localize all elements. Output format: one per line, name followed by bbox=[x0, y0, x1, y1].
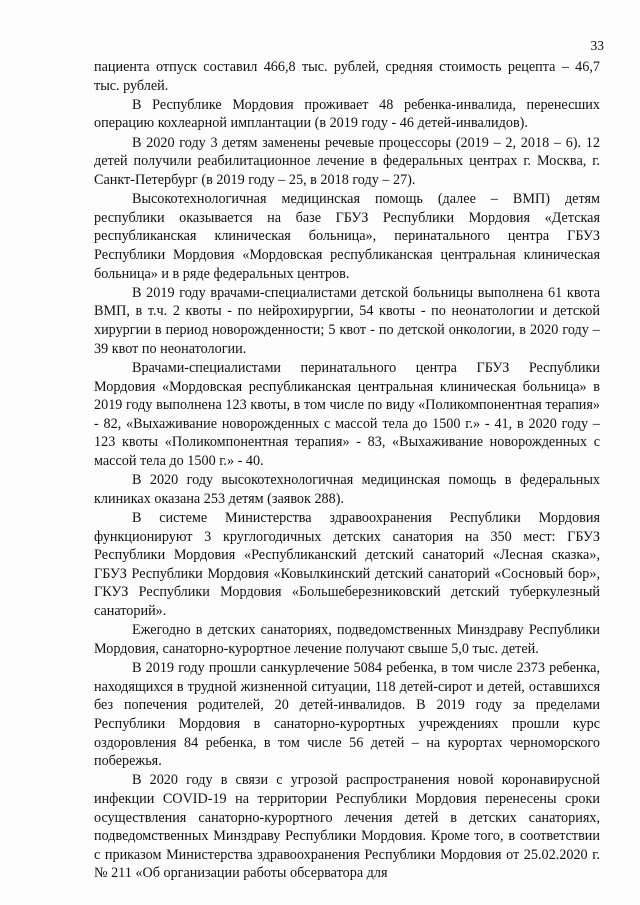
paragraph: В 2020 году 3 детям заменены речевые процессоры (2019 – 2, 2018 – 6). 12 детей получили реабилитационное лечение в федеральных центрах г. Москва, г. Санкт-Петербург (в 2019 году – 25, в 2018 году – 27). bbox=[94, 134, 600, 188]
paragraph: Врачами-специалистами перинатального центра ГБУЗ Республики Мордовия «Мордовская республиканская центральная клиническая больница» в 2019 году выполнена 123 квоты, в том числе по виду «Поликомпонентная терапия» - 82, «Выхаживание новорожденных с массой тела до 1500 г.» - 41, в 2020 году – 123 квоты «Поликомпонентная терапия» - 83, «Выхаживание новорожденных с массой тела до 1500 г.» - 40. bbox=[94, 359, 600, 469]
page-number: 33 bbox=[590, 38, 604, 53]
paragraph: В Республике Мордовия проживает 48 ребенка-инвалида, перенесших операцию кохлеарной имплантации (в 2019 году - 46 детей-инвалидов). bbox=[94, 96, 600, 132]
paragraph: В 2020 году высокотехнологичная медицинская помощь в федеральных клиниках оказана 253 детям (заявок 288). bbox=[94, 472, 600, 507]
paragraph-continuation: пациента отпуск составил 466,8 тыс. рублей, средняя стоимость рецепта – 46,7 тыс. рублей. bbox=[94, 59, 600, 94]
paragraph: В 2020 году в связи с угрозой распространения новой коронавирусной инфекции COVID-19 на территории Республики Мордовия перенесены сроки осуществления санаторно-курортного лечения детей в детских санаториях, подведомственных Минздраву Республики Мордовия. Кроме того, в соответствии с приказом Министерства здравоохранения Республики Мордовия от 25.02.2020 г. № 211 «Об организации работы обсерватора для bbox=[94, 772, 600, 882]
paragraph: Ежегодно в детских санаториях, подведомственных Минздраву Республики Мордовия, санаторно-курортное лечение получают свыше 5,0 тыс. детей. bbox=[94, 622, 600, 657]
paragraph: В системе Министерства здравоохранения Республики Мордовия функционируют 3 круглогодичных детских санатория на 350 мест: ГБУЗ Республики Мордовия «Республиканский детский санаторий «Лесная сказка», ГБУЗ Республики Мордовия «Ковылкинский детский санаторий «Сосновый бор», ГКУЗ Республики Мордовия «Большеберезниковский детский туберкулезный санаторий». bbox=[94, 510, 600, 620]
paragraph: В 2019 году прошли санкурлечение 5084 ребенка, в том числе 2373 ребенка, находящихся в трудной жизненной ситуации, 118 детей-сирот и детей, оставшихся без попечения родителей, 20 детей-инвалидов. В 2019 году за пределами Республики Мордовия в санаторно-курортных учреждениях прошли курс оздоровления 84 ребенка, в том числе 56 детей – на курортах черноморского побережья. bbox=[94, 660, 600, 770]
paragraph: Высокотехнологичная медицинская помощь (далее – ВМП) детям республики оказывается на базе ГБУЗ Республики Мордовия «Детская республиканская клиническая больница», перинатального центра ГБУЗ Республики Мордовия «Мордовская республиканская центральная клиническая больница» и в ряде федеральных центров. bbox=[94, 191, 600, 282]
document-body bbox=[94, 58, 600, 883]
paragraph: В 2019 году врачами-специалистами детской больницы выполнена 61 квота ВМП, в т.ч. 2 квоты - по нейрохирургии, 54 квоты - по неонатологии и детской хирургии в период новорожденности; 5 квот - по детской онкологии, в 2020 году – 39 квот по неонатологии. bbox=[94, 284, 600, 357]
